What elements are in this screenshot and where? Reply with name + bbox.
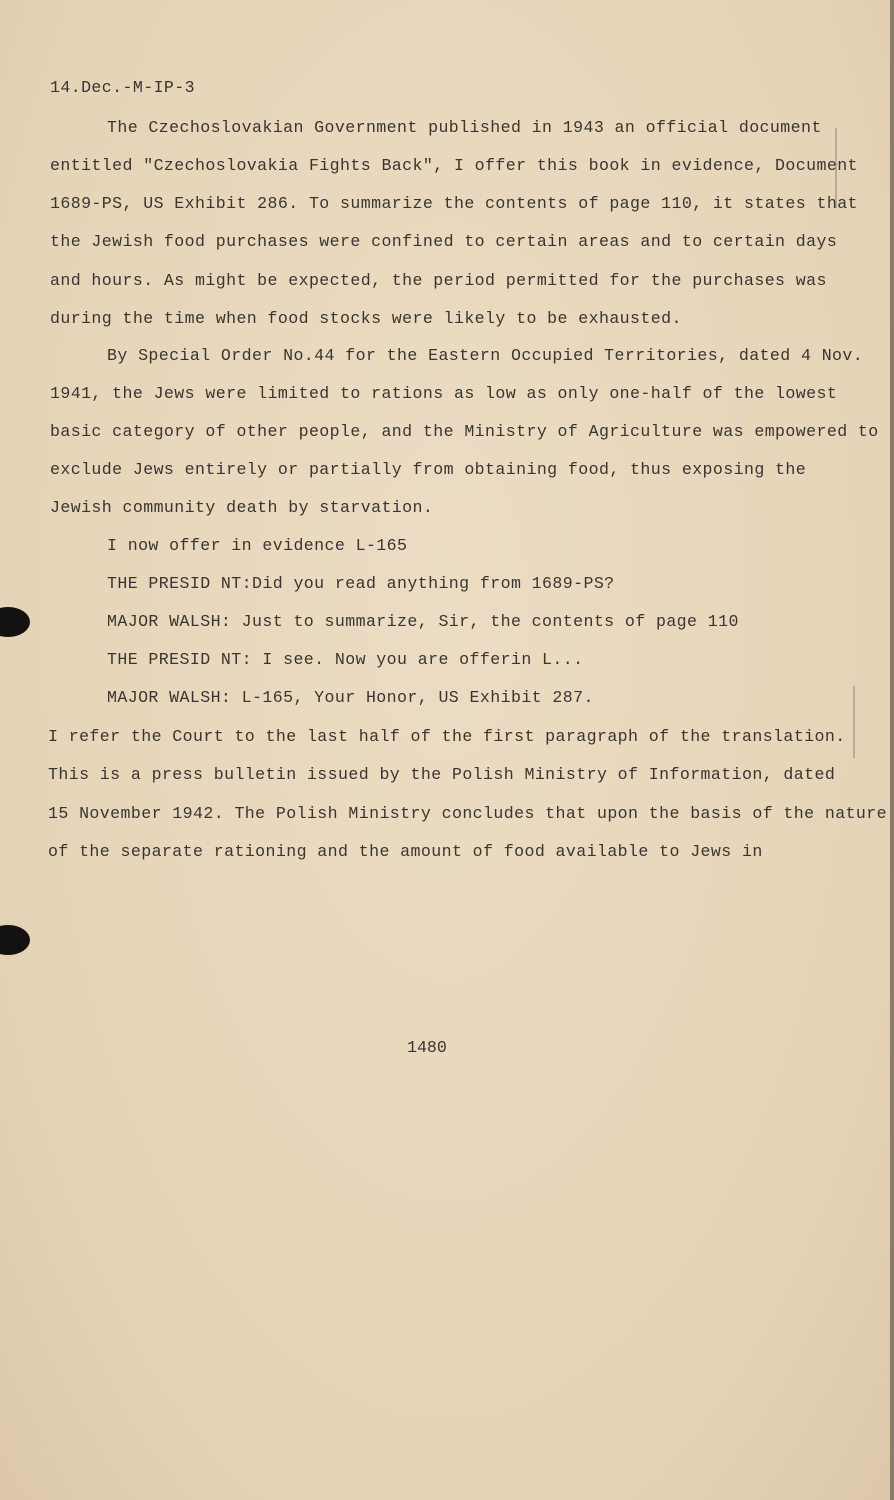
page-edge	[890, 0, 894, 1500]
text-line: MAJOR WALSH: Just to summarize, Sir, the contents of page 110	[107, 612, 739, 631]
text-line: I refer the Court to the last half of the first paragraph of the translation.	[48, 727, 846, 746]
document-header: 14.Dec.-M-IP-3	[50, 78, 196, 97]
text-line: THE PRESID NT:Did you read anything from 1689-PS?	[107, 574, 615, 593]
text-line: This is a press bulletin issued by the Polish Ministry of Information, dated	[48, 765, 836, 784]
punch-hole	[0, 925, 30, 955]
text-line: and hours. As might be expected, the period permitted for the purchases was	[50, 271, 827, 290]
text-line: MAJOR WALSH: L-165, Your Honor, US Exhibit 287.	[107, 688, 594, 707]
text-line: The Czechoslovakian Government published in 1943 an official document	[107, 118, 822, 137]
margin-mark	[853, 686, 855, 758]
text-line: entitled "Czechoslovakia Fights Back", I offer this book in evidence, Document	[50, 156, 858, 175]
text-line: the Jewish food purchases were confined to certain areas and to certain days	[50, 232, 838, 251]
text-line: during the time when food stocks were likely to be exhausted.	[50, 309, 682, 328]
text-line: 15 November 1942. The Polish Ministry concludes that upon the basis of the nature	[48, 804, 887, 823]
text-line: of the separate rationing and the amount of food available to Jews in	[48, 842, 763, 861]
text-line: basic category of other people, and the Ministry of Agriculture was empowered to	[50, 422, 879, 441]
text-line: exclude Jews entirely or partially from obtaining food, thus exposing the	[50, 460, 807, 479]
text-line: 1941, the Jews were limited to rations as low as only one-half of the lowest	[50, 384, 838, 403]
text-line: I now offer in evidence L-165	[107, 536, 408, 555]
text-line: Jewish community death by starvation.	[50, 498, 434, 517]
text-line: By Special Order No.44 for the Eastern Occupied Territories, dated 4 Nov.	[107, 346, 864, 365]
punch-hole	[0, 607, 30, 637]
text-line: 1689-PS, US Exhibit 286. To summarize the contents of page 110, it states that	[50, 194, 858, 213]
page-number: 1480	[407, 1038, 447, 1057]
text-line: THE PRESID NT: I see. Now you are offerin L...	[107, 650, 584, 669]
